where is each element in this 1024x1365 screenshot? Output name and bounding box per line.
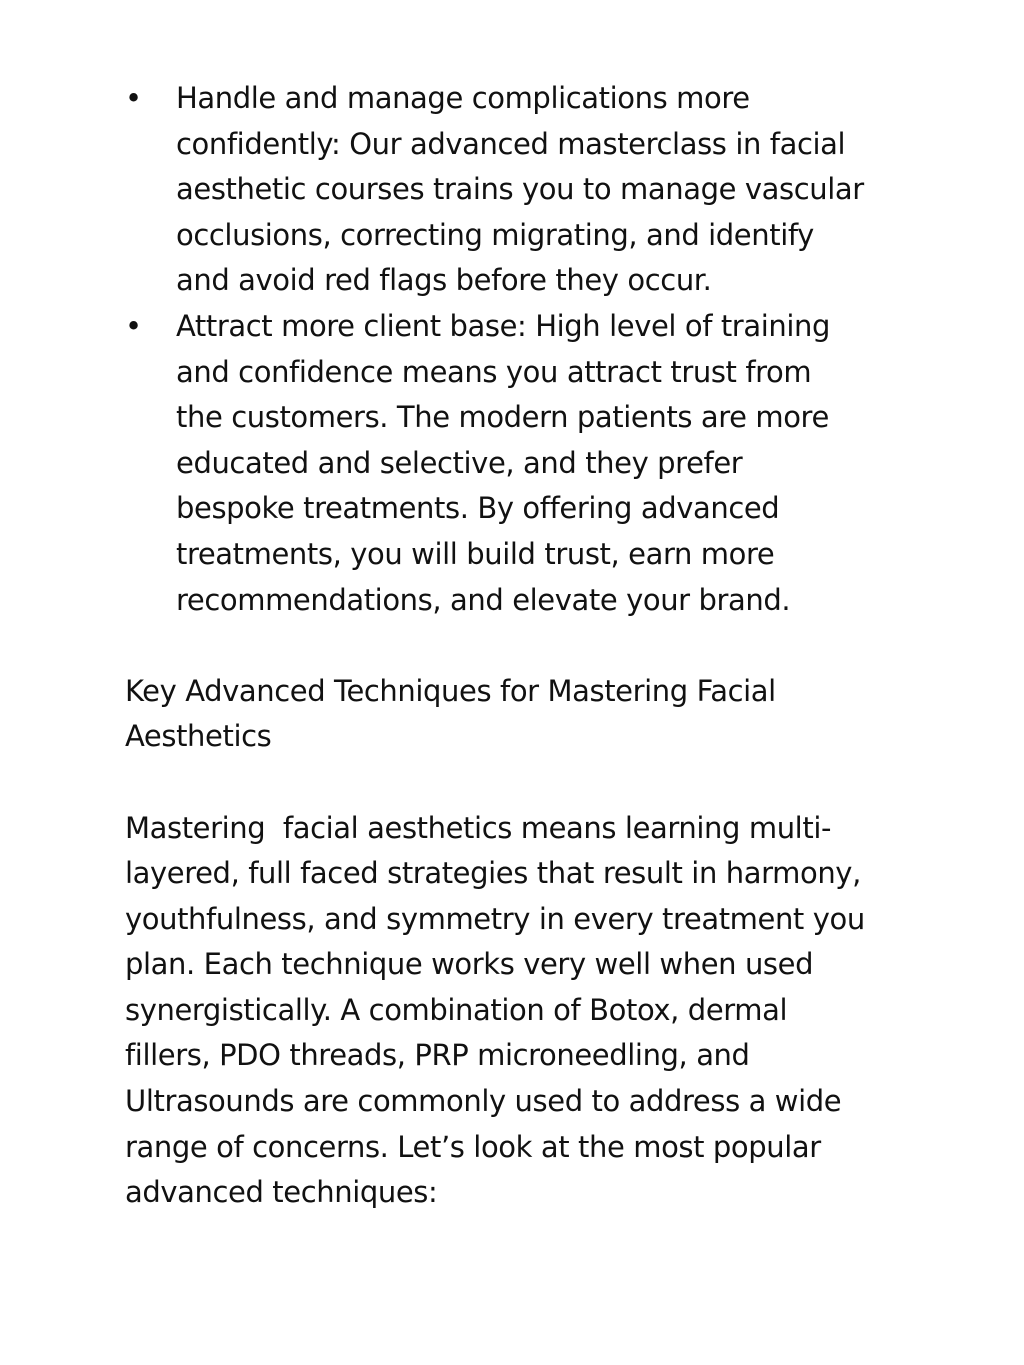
bullet-icon: • [125,81,142,115]
benefits-list [125,76,865,623]
bullet-text: Attract more client base: High level of training and confidence means you attract trust from the customers. The modern patients are more educated and selective, and they prefer bespoke treatments. By offering advanced treatments, you will build trust, earn more recommendations, and elevate your brand. [176,308,830,617]
bullet-icon: • [125,308,142,343]
bullet-text: Handle and manage complications more confidently: Our advanced masterclass in facial aesthetic courses trains you to manage vascular occlusions, correcting migrating, and identify and avoid red flags before they occur. [176,81,864,298]
document-body [125,76,874,1216]
list-item [125,304,865,623]
section-heading: Key Advanced Techniques for Mastering Facial Aesthetics [125,673,776,754]
body-paragraph: Mastering facial aesthetics means learning multi-layered, full faced strategies that result in harmony, youthfulness, and symmetry in every treatment you plan. Each technique works very well when used synergistically. A combination of Botox, dermal fillers, PDO threads, PRP microneedling, and Ultrasounds are commonly used to address a wide range of concerns. Let’s look at the most popular advanced techniques: [125,810,874,1210]
list-item [125,76,865,304]
